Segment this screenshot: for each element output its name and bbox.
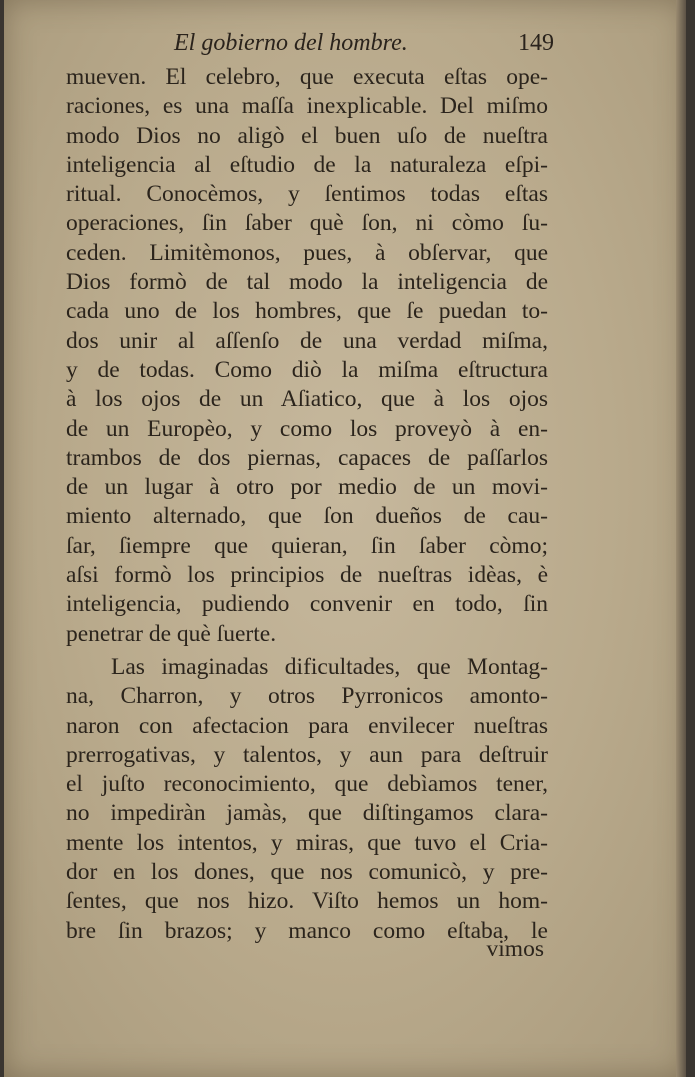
text-line: ſar, ſiempre que quieran, ſin ſaber còmo; [66, 532, 548, 559]
text-line: mueven. El celebro, que executa eſtas ope- [66, 64, 548, 90]
text-line: cada uno de los hombres, que ſe puedan to- [66, 298, 548, 325]
text-line: el juſto reconocimiento, que debìamos tener, [66, 771, 548, 798]
text-line: mente los intentos, y miras, que tuvo el Cria- [66, 829, 548, 856]
text-line: naron con afectacion para envilecer nueſtras [66, 712, 548, 739]
text-line: raciones, es una maſſa inexplicable. Del miſmo [66, 93, 548, 120]
text-line: miento alternado, que ſon dueños de cau- [66, 503, 548, 530]
page-header [174, 30, 554, 64]
text-line: ſentes, que nos hizo. Viſto hemos un hom- [66, 888, 548, 915]
text-line: inteligencia al eſtudio de la naturaleza eſpi- [66, 151, 548, 178]
book-page [4, 0, 686, 1077]
text-block [66, 63, 548, 946]
text-line: à los ojos de un Aſiatico, que à los ojos [66, 386, 548, 413]
text-line: na, Charron, y otros Pyrronicos amonto- [66, 683, 548, 710]
text-line: trambos de dos piernas, capaces de paſſarlos [66, 444, 548, 471]
text-line: prerrogativas, y talentos, y aun para deſtruir [66, 741, 548, 768]
text-line: Las imaginadas dificultades, que Montag- [111, 653, 548, 680]
page-edge [676, 0, 686, 1077]
text-line: dos unir al aſſenſo de una verdad miſma, [66, 327, 548, 354]
text-line: dor en los dones, que nos comunicò, y pre- [66, 859, 548, 886]
text-line: no impediràn jamàs, que diſtingamos clara- [66, 800, 548, 827]
text-line: operaciones, ſin ſaber què ſon, ni còmo ſu- [66, 210, 548, 237]
text-line: Dios formò de tal modo la inteligencia de [66, 269, 548, 296]
running-head: El gobierno del hombre. [174, 30, 408, 56]
text-line: aſsi formò los principios de nueſtras idèas, è [66, 562, 548, 589]
text-line: ceden. Limitèmonos, pues, à obſervar, que [66, 239, 548, 266]
text-line: de un lugar à otro por medio de un movi- [66, 474, 548, 501]
text-line: de un Europèo, y como los proveyò à en- [66, 415, 548, 442]
text-line: bre ſin brazos; y manco como eſtaba, le [66, 917, 548, 944]
page-number: 149 [518, 30, 554, 56]
text-line: penetrar de què ſuerte. [66, 620, 277, 647]
text-line: modo Dios no aligò el buen uſo de nueſtra [66, 122, 548, 149]
text-line: ritual. Conocèmos, y ſentimos todas eſtas [66, 181, 548, 208]
text-line: inteligencia, pudiendo convenir en todo, ſin [66, 591, 548, 618]
paragraph-1 [66, 63, 548, 649]
catchword: vimos [486, 936, 544, 962]
paragraph-2 [66, 653, 548, 946]
text-line: y de todas. Como diò la miſma eſtructura [66, 356, 548, 383]
